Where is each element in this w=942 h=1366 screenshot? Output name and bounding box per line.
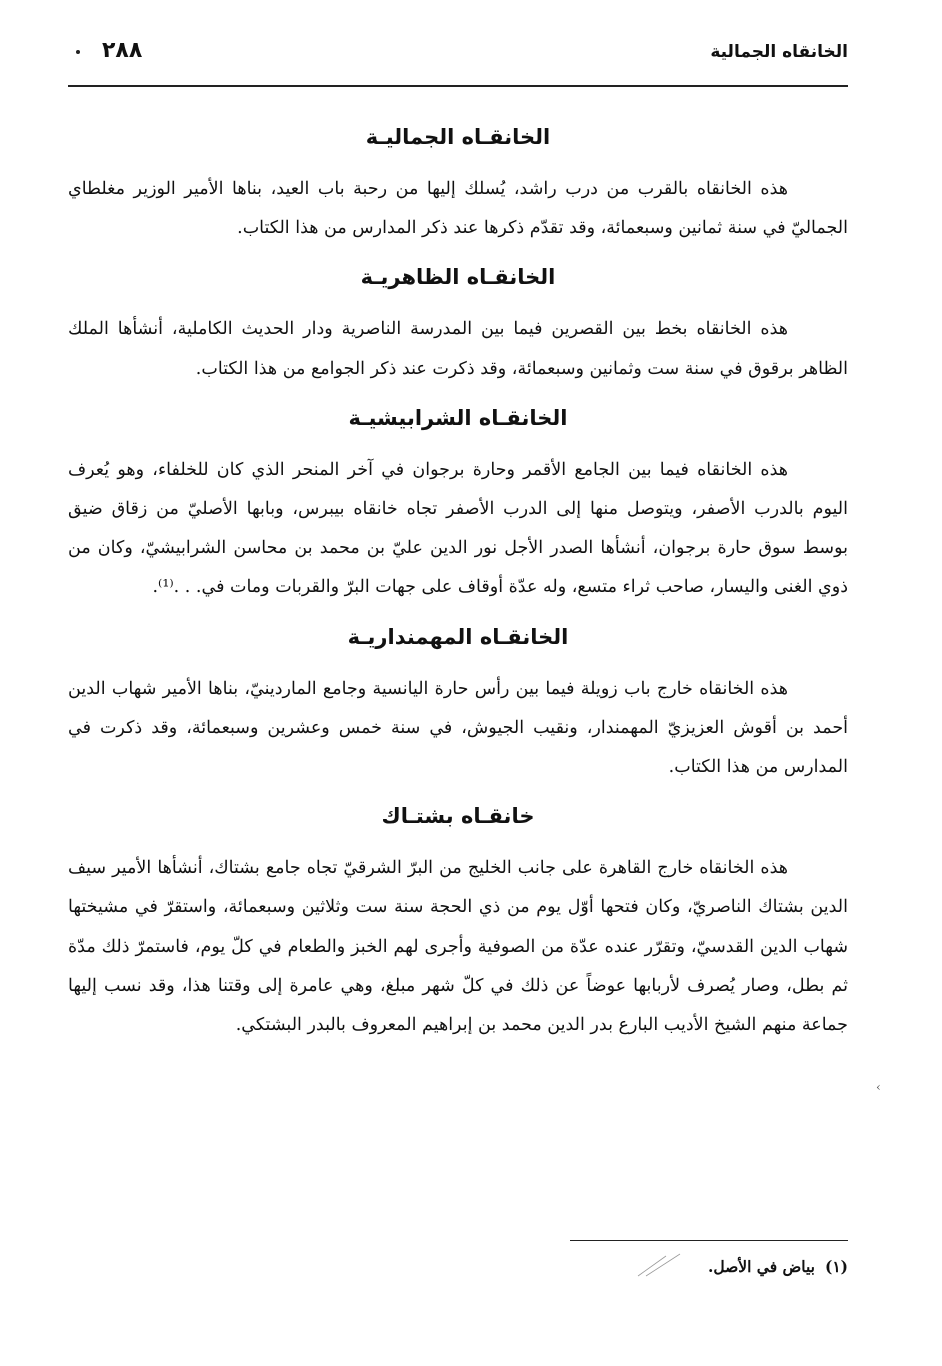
section-title: الخانقـاه الشرابيشيـة (348, 405, 568, 430)
header-rule (68, 85, 848, 87)
footnote-text: بياض في الأصل. (707, 1257, 815, 1276)
section-zahiriyya (68, 258, 848, 388)
running-title: الخانقاه الجمالية (710, 42, 848, 62)
section-jamaliyya (68, 118, 848, 248)
section-title: الخانقـاه الجماليـة (365, 125, 551, 149)
header-dot (76, 50, 80, 54)
footnote (570, 1254, 848, 1280)
footnote-number: (١) (824, 1257, 848, 1276)
section-bashtak (68, 797, 848, 1045)
page-header (68, 38, 848, 84)
main-text (68, 108, 848, 1055)
section-paragraph: هذه الخانقاه بالقرب من درب راشد، يُسلك إليها من رحبة باب العيد، بناها الأمير الوزير مغلطاي الجماليّ في سنة ثمانين وسبعمائة، وقد تقدّم ذكرها عند ذكر المدارس من هذا الكتاب. (68, 179, 848, 239)
section-paragraph: هذه الخانقاه خارج باب زويلة فيما بين رأس حارة اليانسية وجامع الماردينيّ، بناها الأمير شهاب الدين أحمد بن أقوش العزيزيّ المهمندار، ونقيب الجيوش، في سنة خمس وعشرين وسبعمائة، وقد ذكرت في المدارس من هذا الكتاب. (68, 678, 848, 778)
footnote-rule (570, 1240, 848, 1241)
section-paragraph: هذه الخانقاه خارج القاهرة على جانب الخليج من البرّ الشرقيّ تجاه جامع بشتاك، أنشأها الأمير سيف الدين بشتاك الناصريّ، وكان فتحها أوّل يوم من ذي الحجة سنة ست وثلاثين وسبعمائة، واستقرّ في مشيختها شهاب الدين القدسيّ، وتقرّر عنده عدّة من الصوفية وأجرى لهم الخبز والطعام في كلّ يوم، فاستمرّ ذلك مدّة ثم بطل، وصار يُصرف لأربابها عوضاً عن ذلك في كلّ شهر مبلغ، وهي عامرة إلى وقتنا هذا، وقد نسب إليها جماعة منهم الشيخ الأديب البارع بدر الدين محمد بن إبراهيم المعروف بالبدر البشتكي. (68, 858, 848, 1036)
page-number: ٢٨٨ (102, 38, 143, 63)
margin-mark: ‹ (876, 1080, 881, 1094)
section-mihmandariyya (68, 618, 848, 788)
section-title: الخانقـاه الظاهريـة (360, 265, 556, 290)
section-title: خانقـاه بشتـاك (381, 804, 535, 829)
section-title: الخانقـاه المهمنداريـة (347, 624, 569, 649)
section-sharabishiyya (68, 399, 848, 608)
section-paragraph: هذه الخانقاه بخط بين القصرين فيما بين المدرسة الناصرية ودار الحديث الكاملية، أنشأها الملك الظاهر برقوق في سنة ست وثمانين وسبعمائة، وقد ذكرت عند ذكر الجوامع من هذا الكتاب. (68, 319, 848, 379)
section-paragraph: هذه الخانقاه فيما بين الجامع الأقمر وحارة برجوان في آخر المنحر الذي كان للخلفاء، وهو يُعرف اليوم بالدرب الأصفر، ويتوصل منها إلى الدرب الأصفر تجاه خانقاه بيبرس، وبابها الأصليّ من زقاق ضيق بوسط سوق حارة برجوان، أنشأها الصدر الأجل نور الدين عليّ بن محمد بن محاسن الشرابيشيّ، وكان من ذوي الغنى واليسار، صاحب ثراء متسع، وله عدّة أوقاف على جهات البرّ والقربات ومات في. . .⁽¹⁾. (68, 459, 848, 598)
